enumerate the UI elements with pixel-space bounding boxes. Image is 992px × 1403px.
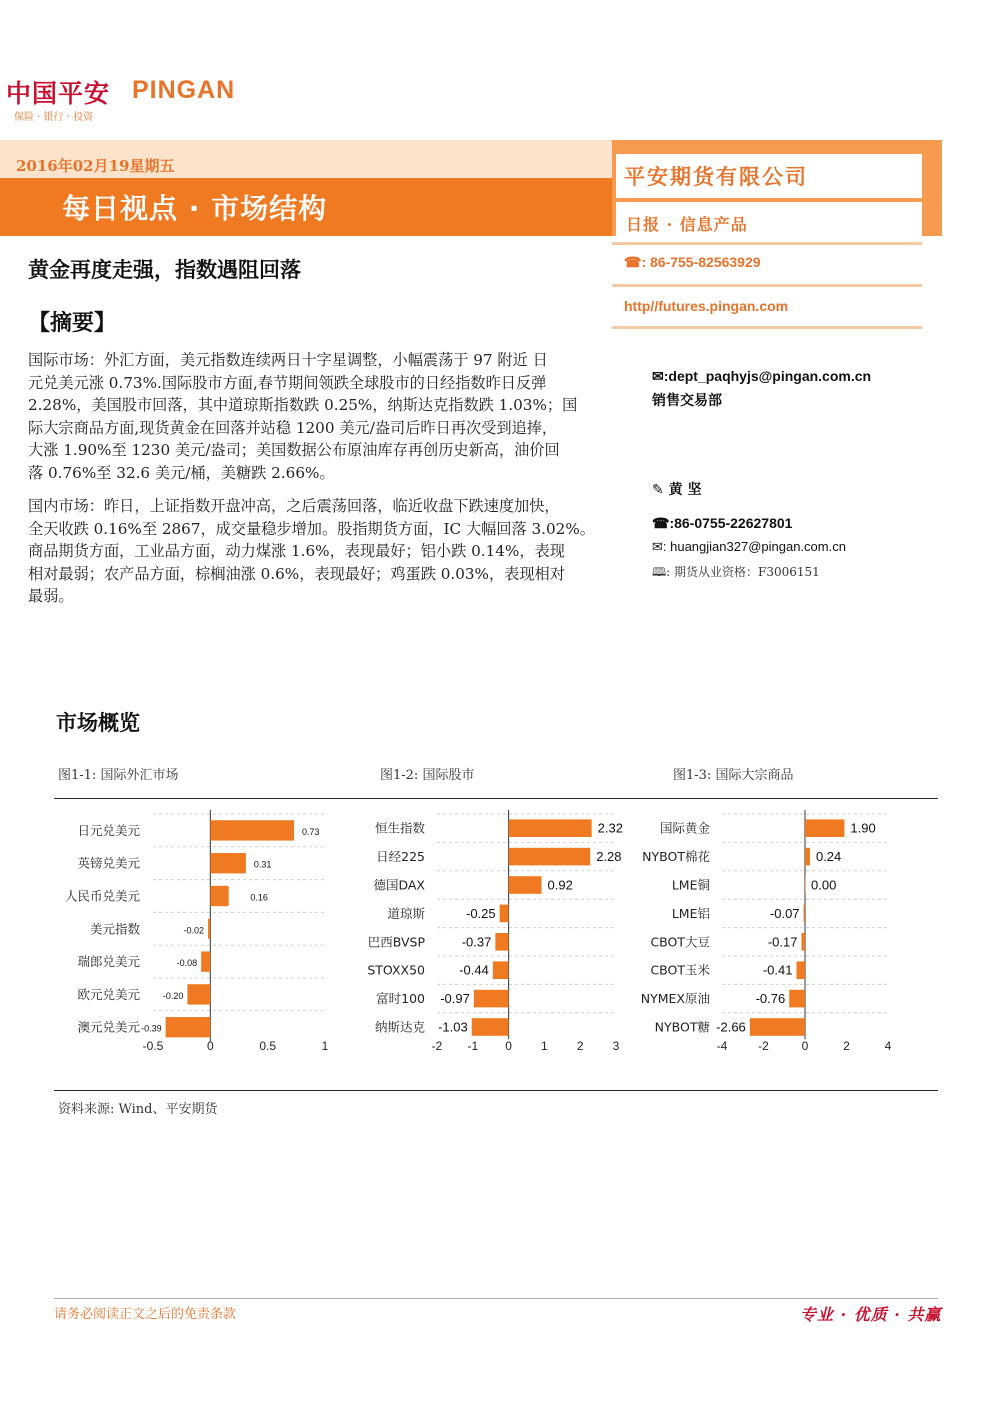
data-label: -2.66 [716, 1019, 746, 1035]
bar [509, 819, 592, 837]
bar [166, 1017, 211, 1037]
x-tick-label: 1 [321, 1039, 329, 1053]
data-label: 0.16 [250, 892, 268, 903]
text-line: 商品期货方面，工业品方面，动力煤涨 1.6%，表现最好；铝小跌 0.14%，表现 [28, 542, 565, 561]
data-label: 2.28 [596, 849, 622, 865]
x-tick-label: 0 [801, 1039, 809, 1053]
data-label: 0.00 [811, 877, 837, 893]
data-label: -0.41 [762, 962, 793, 978]
analyst-email[interactable]: ✉: huangjian327@pingan.com.cn [652, 539, 846, 554]
category-label: 欧元兑美元 [77, 986, 140, 1002]
bar [509, 876, 542, 894]
data-label: 2.32 [597, 820, 623, 836]
bar [495, 933, 508, 951]
bar [801, 933, 805, 951]
bar [509, 848, 591, 866]
divider [612, 242, 922, 245]
footer-slogan: 专业 · 优质 · 共赢 [800, 1305, 942, 1324]
company-url[interactable]: http//futures.pingan.com [624, 298, 789, 314]
company-phone: ☎: 86-755-82563929 [624, 254, 761, 270]
x-tick-label: 2 [576, 1039, 584, 1053]
data-label: -0.76 [755, 991, 786, 1007]
x-tick-label: 2 [843, 1039, 850, 1053]
headline: 黄金再度走强，指数遇阻回落 [28, 258, 301, 282]
text-line: 最弱。 [28, 587, 74, 606]
data-label: -0.25 [466, 905, 496, 921]
category-label: NYBOT糖 [654, 1019, 710, 1035]
data-label: -0.07 [769, 905, 800, 921]
bar [474, 990, 509, 1008]
bar [805, 876, 806, 894]
chart-bottom-rule [54, 1090, 938, 1091]
category-label: 纳斯达克 [374, 1019, 425, 1035]
data-label: 1.90 [850, 820, 876, 836]
data-label: -0.39 [141, 1023, 162, 1034]
dept-name: 销售交易部 [652, 393, 722, 409]
dept-email[interactable]: ✉:dept_paqhyjs@pingan.com.cn [652, 368, 872, 384]
x-tick-label: -2 [758, 1039, 769, 1053]
bar [210, 853, 246, 873]
company-name: 平安期货有限公司 [624, 164, 808, 189]
text-line: 国际市场：外汇方面，美元指数连续两日十字星调整，小幅震荡于 97 附近 日 [28, 351, 548, 369]
x-tick-label: -2 [431, 1039, 443, 1053]
bar [201, 951, 210, 971]
data-label: -0.20 [162, 990, 184, 1001]
abstract-title: 【摘要】 [28, 311, 117, 336]
x-tick-label: -0.5 [142, 1039, 164, 1053]
data-label: -0.44 [459, 962, 489, 978]
bar [493, 961, 509, 979]
bar [210, 886, 228, 906]
category-label: 恒生指数 [374, 820, 425, 836]
overview-title: 市场概览 [56, 711, 140, 735]
category-label: NYMEX原油 [640, 991, 710, 1007]
category-label: LME铝 [671, 905, 710, 921]
text-line: 大涨 1.90%至 1230 美元/盎司；美国数据公布原油库存再创历史新高，油价回 [28, 441, 560, 460]
charts-area [0, 800, 992, 1070]
logo-tagline: 保险 · 银行 · 投资 [14, 112, 94, 123]
bar [804, 905, 805, 923]
text-line: 际大宗商品方面,现货黄金在回落并站稳 1200 美元/盎司后昨日再次受到追捧， [28, 418, 558, 437]
x-tick-label: 3 [612, 1039, 620, 1053]
data-label: -0.08 [176, 958, 198, 969]
text-line: 国内市场：昨日，上证指数开盘冲高，之后震荡回落，临近收盘下跌速度加快， [28, 497, 560, 515]
data-label: 0.92 [547, 877, 573, 893]
category-label: 瑞郎兑美元 [77, 954, 140, 970]
bar [472, 1018, 509, 1036]
data-label: -0.02 [183, 925, 205, 936]
report-type: 日报 · 信息产品 [626, 215, 748, 234]
category-label: 巴西BVSP [367, 934, 425, 950]
category-label: CBOT大豆 [650, 934, 710, 950]
category-label: 德国DAX [373, 877, 425, 893]
footer-disclaimer[interactable]: 请务必阅读正文之后的免责条款 [54, 1307, 237, 1322]
x-tick-label: 1 [541, 1039, 548, 1053]
text-line: 全天收跌 0.16%至 2867，成交量稳步增加。股指期货方面，IC 大幅回落 3.02%。 [28, 519, 595, 538]
divider [612, 326, 922, 329]
bar [210, 820, 294, 840]
data-label: -1.03 [438, 1019, 468, 1035]
bar [187, 984, 210, 1004]
category-label: 人民币兑美元 [64, 888, 140, 904]
bar [750, 1018, 805, 1036]
analyst-name: ✎ 黄 坚 [652, 482, 702, 498]
x-tick-label: 0 [206, 1039, 214, 1053]
x-tick-label: -4 [716, 1039, 728, 1053]
x-tick-label: 0 [505, 1039, 512, 1053]
data-label: 0.24 [815, 849, 842, 865]
bar [805, 848, 810, 866]
data-label: -0.97 [440, 991, 470, 1007]
figure-title-fx: 图1-1: 国际外汇市场 [58, 768, 179, 783]
bar [796, 961, 805, 979]
analyst-license: 🕮: 期货从业资格：F3006151 [652, 565, 820, 579]
logo-chinese: 中国平安 [6, 79, 111, 108]
bar [208, 919, 210, 939]
report-title: 每日视点 · 市场结构 [62, 192, 328, 225]
text-line: 落 0.76%至 32.6 美元/桶，美糖跌 2.66%。 [28, 463, 335, 482]
category-label: 富时100 [376, 991, 425, 1007]
x-tick-label: -1 [467, 1039, 479, 1053]
category-label: NYBOT棉花 [642, 849, 710, 865]
data-label: 0.73 [302, 826, 320, 837]
paragraph-domestic [28, 495, 618, 608]
data-label: -0.37 [461, 934, 492, 950]
text-line: 元兑美元涨 0.73%.国际股市方面,春节期间领跌全球股市的日经指数昨日反弹 [28, 373, 547, 392]
category-label: LME铜 [671, 877, 710, 893]
category-label: 美元指数 [89, 921, 140, 937]
analyst-phone: ☎:86-0755-22627801 [652, 515, 793, 531]
data-label: -0.17 [767, 934, 798, 950]
category-label: STOXX50 [367, 962, 425, 978]
category-label: 英镑兑美元 [77, 855, 140, 871]
logo-english: PINGAN [132, 76, 236, 104]
chart-top-rule [54, 798, 938, 799]
text-line: 2.28%，美国股市回落，其中道琼斯指数跌 0.25%，纳斯达克指数跌 1.03%；国 [28, 396, 578, 415]
category-label: 日经225 [376, 849, 425, 865]
paragraph-international [28, 349, 618, 485]
bar [500, 905, 509, 923]
source-note: 资料来源: Wind、平安期货 [58, 1102, 218, 1117]
bar [789, 990, 805, 1008]
x-tick-label: 4 [884, 1039, 892, 1053]
data-label: 0.31 [253, 859, 272, 870]
divider [612, 284, 922, 287]
bar [805, 819, 844, 837]
category-label: 日元兑美元 [77, 822, 140, 838]
report-date: 2016年02月19星期五 [16, 157, 175, 175]
category-label: 澳元兑美元 [77, 1019, 140, 1035]
x-tick-label: 0.5 [259, 1039, 277, 1053]
text-line: 相对最弱；农产品方面，棕榈油涨 0.6%，表现最好；鸡蛋跌 0.03%，表现相对 [28, 564, 565, 583]
footer-rule [54, 1298, 938, 1299]
figure-title-stocks: 图1-2: 国际股市 [380, 768, 475, 783]
category-label: 道琼斯 [387, 905, 425, 921]
category-label: 国际黄金 [659, 820, 710, 836]
figure-title-commodities: 图1-3: 国际大宗商品 [673, 768, 794, 783]
category-label: CBOT玉米 [650, 962, 710, 978]
